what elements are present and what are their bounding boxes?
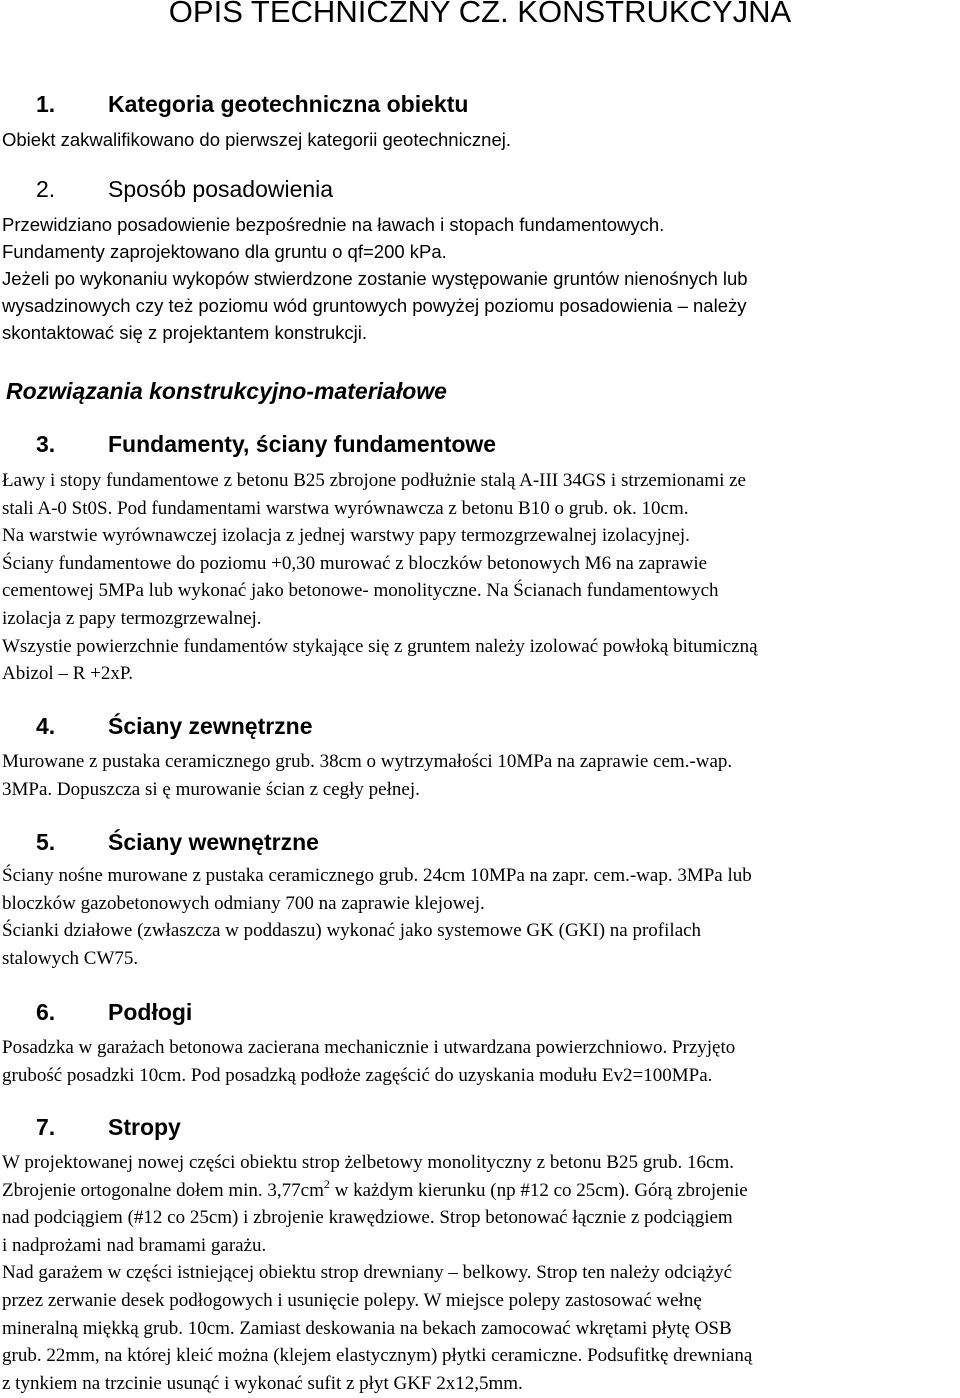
section-3-title: Fundamenty, ściany fundamentowe [108,431,497,457]
section-5-text [2,862,960,972]
section-3-number: 3. [36,431,56,457]
text-line: stali A-0 St0S. Pod fundamentami warstwa wyrównawcza z betonu B10 o grub. ok. 10cm. [2,497,689,519]
section-6-number: 6. [36,999,56,1025]
text-line: 3MPa. Dopuszcza si ę murowanie ścian z cegły pełnej. [2,778,420,800]
text-line: cementowej 5MPa lub wykonać jako betonowe- monolityczne. Na Ścianach fundamentowych [2,580,719,602]
text-line: Wszystie powierzchnie fundamentów stykające się z gruntem należy izolować powłoką bitumiczną [2,635,758,657]
text-line: przez zerwanie desek podłogowych i usunięcie polepy. W miejsce polepy zastosować wełnę [2,1289,702,1311]
section-4-text [2,748,960,803]
section-1-text [2,126,960,153]
section-6-text [2,1034,960,1089]
text-line: Ściany nośne murowane z pustaka ceramicznego grub. 24cm 10MPa na zapr. cem.-wap. 3MPa lub [2,865,752,886]
text-line: Na warstwie wyrównawczej izolacja z jednej warstwy papy termozgrzewalnej izolacyjnej. [2,525,690,547]
section-2-title: Sposób posadowienia [108,176,334,202]
section-7-text [2,1149,960,1397]
text-line: Przewidziano posadowienie bezpośrednie na ławach i stopach fundamentowych. [2,214,665,235]
text-line: grubość posadzki 10cm. Pod posadzką podłoże zagęścić do uzyskania modułu Ev2=100MPa. [2,1064,713,1086]
text-line: izolacja z papy termozgrzewalnej. [2,607,262,629]
text-line: W projektowanej nowej części obiektu strop żelbetowy monolityczny z betonu B25 grub. 16cm. [2,1152,735,1173]
superscript: 2 [323,1176,330,1191]
section-4-title: Ściany zewnętrzne [108,713,313,739]
section-5-title: Ściany wewnętrzne [108,829,319,855]
text-line: Nad garażem w części istniejącej obiektu strop drewniany – belkowy. Strop ten należy odciążyć [2,1262,732,1284]
text-line: wysadzinowych czy też poziomu wód gruntowych powyżej poziomu posadowienia – należy [2,295,747,316]
section-7-title: Stropy [108,1114,181,1140]
text-line: grub. 22mm, na której kleić można (klejem elastycznym) płytki ceramiczne. Podsufitkę drewnianą [2,1345,753,1367]
text-line: Posadzka w garażach betonowa zacierana mechanicznie i utwardzana powierzchniowo. Przyjęto [2,1037,736,1058]
document-title: OPIS TECHNICZNY CZ. KONSTRUKCYJNA [168,0,792,29]
section-5-number: 5. [36,829,56,855]
text-line: Ścianki działowe (zwłaszcza w poddaszu) wykonać jako systemowe GK (GKI) na profilach [2,920,702,942]
text-line: Fundamenty zaprojektowano dla gruntu o qf=200 kPa. [2,241,447,262]
text-line: Ściany fundamentowe do poziomu +0,30 murować z bloczków betonowych M6 na zaprawie [2,552,708,574]
text-line: nad podciągiem (#12 co 25cm) i zbrojenie krawędziowe. Strop betonować łącznie z podciągiem [2,1207,733,1229]
text-line: Murowane z pustaka ceramicznego grub. 38cm o wytrzymałości 10MPa na zaprawie cem.-wap. [2,751,733,772]
text-line: i nadprożami nad bramami garażu. [2,1234,267,1256]
section-3-text [2,467,960,688]
text-line: Jeżeli po wykonaniu wykopów stwierdzone zostanie występowanie gruntów nienośnych lub [2,268,748,289]
subtitle: Rozwiązania konstrukcyjno-materiałowe [6,378,447,404]
text-line: Ławy i stopy fundamentowe z betonu B25 zbrojone podłużnie stalą A-III 34GS i strzemionami ze [2,470,746,491]
section-7-number: 7. [36,1114,56,1140]
section-2-text [2,211,960,346]
text-line: z tynkiem na trzcinie usunąć i wykonać sufit z płyt GKF 2x12,5mm. [2,1372,523,1394]
text-line: mineralną miękką grub. 10cm. Zamiast deskowania na bekach zamocować wkrętami płytę OSB [2,1317,732,1339]
text-line: Obiekt zakwalifikowano do pierwszej kategorii geotechnicznej. [2,129,512,150]
section-1-number: 1. [36,91,56,117]
section-6-title: Podłogi [108,999,193,1025]
text-fragment: w każdym kierunku (np #12 co 25cm). Górą zbrojenie [329,1179,748,1201]
text-line [2,1177,960,1205]
text-line: stalowych CW75. [2,947,139,969]
text-line: Abizol – R +2xP. [2,663,134,685]
section-2-number: 2. [36,176,56,202]
section-4-number: 4. [36,713,56,739]
text-line: skontaktować się z projektantem konstrukcji. [2,322,368,343]
text-fragment: Zbrojenie ortogonalne dołem min. 3,77cm [2,1179,324,1201]
section-1-title: Kategoria geotechniczna obiektu [108,91,469,117]
text-line: bloczków gazobetonowych odmiany 700 na zaprawie klejowej. [2,892,485,914]
